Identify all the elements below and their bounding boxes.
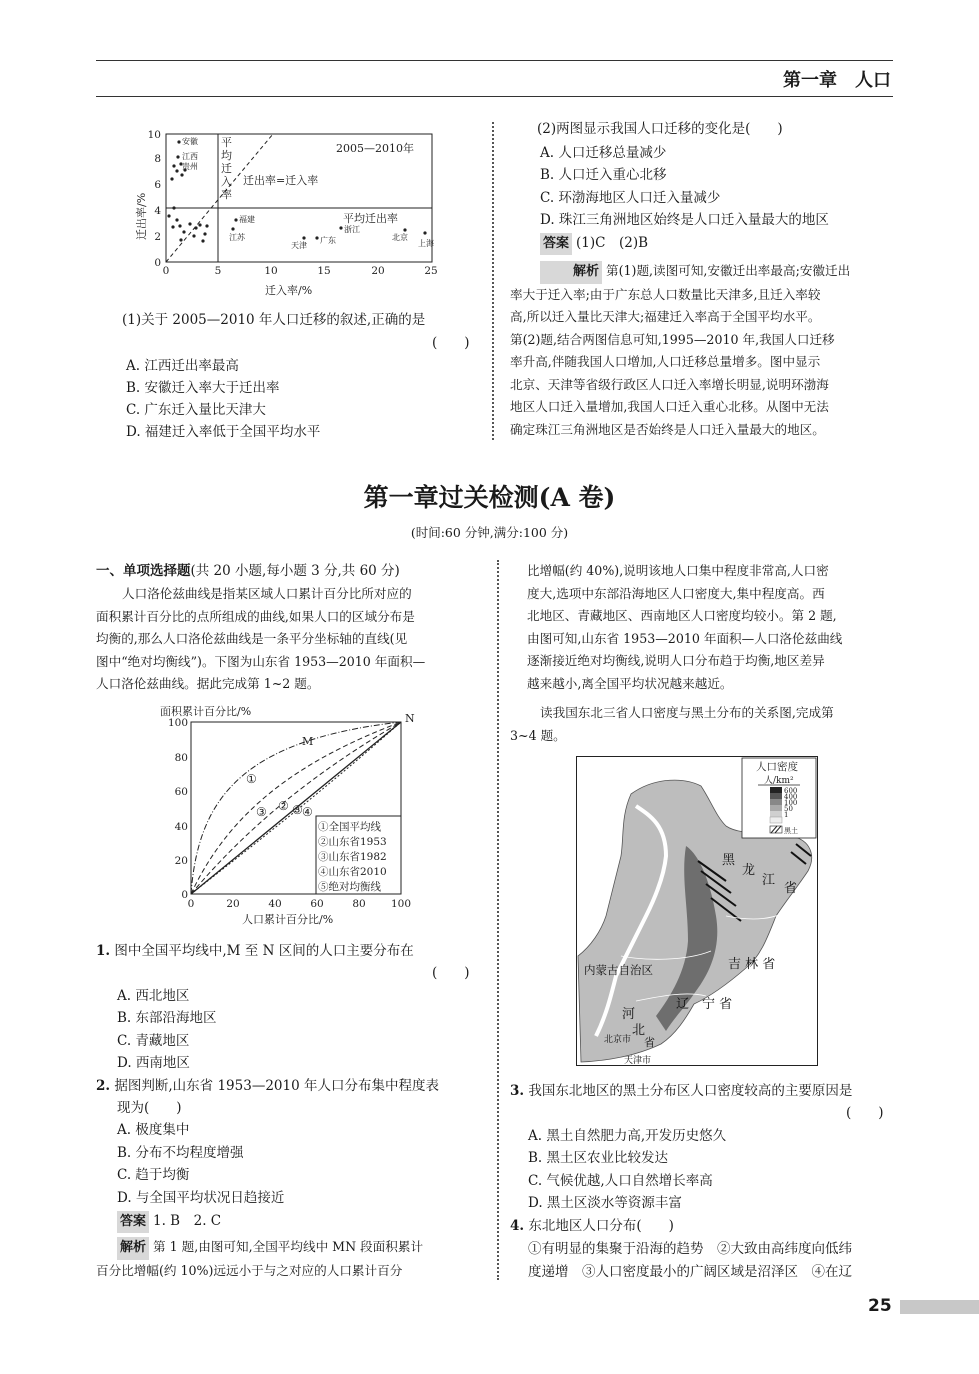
q3-option-d: D. 黑土区淡水等资源丰富 <box>528 1195 682 1211</box>
q3: 3. 我国东北地区的黑土分布区人口密度较高的主要原因是 <box>510 1083 853 1099</box>
q2-option-a: A. 极度集中 <box>117 1122 190 1138</box>
svg-text:⑤绝对均衡线: ⑤绝对均衡线 <box>318 881 381 893</box>
label-tianjin: 天津 <box>291 241 307 250</box>
svg-text:内蒙古自治区: 内蒙古自治区 <box>584 963 653 977</box>
point-n: N <box>405 712 415 725</box>
svg-text:80: 80 <box>174 752 188 764</box>
left-answer: 答案 1. B 2. C <box>117 1210 221 1233</box>
svg-text:黑土: 黑土 <box>784 827 798 835</box>
q3-option-c: C. 气候优越,人口自然增长率高 <box>528 1173 713 1189</box>
svg-text:1: 1 <box>784 811 789 819</box>
svg-text:6: 6 <box>154 179 161 191</box>
label-guangdong: 广东 <box>320 236 336 245</box>
lorenz-legend <box>316 816 401 894</box>
page-bar <box>900 1300 979 1314</box>
q3-paren: ( ) <box>846 1105 884 1121</box>
left-analysis: 解析 第 1 题,由图可知,全国平均线中 MN 段面积累计 百分比增幅(约 10%)远远小于与之对应的人口累计百分 <box>96 1239 424 1278</box>
top-q1-option-a: A. 江西迁出率最高 <box>126 358 239 374</box>
svg-text:0: 0 <box>162 265 170 277</box>
y-axis-label: 迁出率/% <box>135 192 148 240</box>
svg-text:60: 60 <box>310 898 324 910</box>
label-guizhou: 贵州 <box>182 162 198 171</box>
top-q2-option-b: B. 人口迁入重心北移 <box>540 167 667 183</box>
q2-stem-cont: 现为( ) <box>117 1100 182 1116</box>
top-answer <box>540 232 648 255</box>
chapter-title: 第一章 人口 <box>783 70 891 91</box>
q1-paren: ( ) <box>432 965 470 981</box>
intro-3-4: 读我国东北三省人口密度与黑土分布的关系图,完成第 3~4 题。 <box>510 705 834 743</box>
x-axis-label: 迁入率/% <box>265 284 313 297</box>
svg-text:4: 4 <box>154 205 161 217</box>
lorenz-curve-chart <box>150 700 430 928</box>
q3-option-a: A. 黑土自然肥力高,开发历史悠久 <box>528 1128 727 1144</box>
label-anhui: 安徽 <box>182 137 198 146</box>
diagonal-label: 迁出率=迁入率 <box>243 174 319 187</box>
q1-option-d: D. 西南地区 <box>117 1055 190 1071</box>
label-shanghai: 上海 <box>418 239 434 248</box>
label-jiangxi: 江西 <box>182 152 198 161</box>
top-q1-paren: ( ) <box>432 335 470 351</box>
northeast-china-map <box>576 756 818 1068</box>
column-divider-bottom <box>497 560 499 1280</box>
svg-text:北: 北 <box>632 1023 646 1038</box>
top-q2-stem: (2)两图显示我国人口迁移的变化是( ) <box>537 121 783 137</box>
top-q2-option-a: A. 人口迁移总量减少 <box>540 145 667 161</box>
svg-text:20: 20 <box>226 898 240 910</box>
svg-text:率: 率 <box>221 188 232 201</box>
label-fujian: 福建 <box>239 215 255 224</box>
svg-text:20: 20 <box>371 265 385 277</box>
answer-text: (1)C (2)B <box>576 235 649 251</box>
q4-line-1: ①有明显的集聚于沿海的趋势 ②大致由高纬度向低纬 <box>528 1241 852 1257</box>
top-q1-option-c: C. 广东迁入量比天津大 <box>126 402 266 418</box>
intro-paragraph: 人口洛伦兹曲线是指某区域人口累计百分比所对应的 面积累计百分比的点所组成的曲线,如果人口的区域分布是 均衡的,那么人口洛伦兹曲线是一条平分坐标轴的直线(见 图中“绝对均衡线”)。下图为山东省 1953—2010 年面积— 人口洛伦兹曲线。据此完成第 1~2 题。 <box>96 586 426 691</box>
svg-text:0: 0 <box>154 257 161 269</box>
top-analysis: 解析 第(1)题,读图可知,安徽迁出率最高;安徽迁出 率大于迁入率;由于广东总人口数量比天津多,且迁入率较 高,所以迁入量比天津大;福建迁入率高于全国平均水平。 第(2)题,结合两图信息可知,1995—2010 年,我国人口迁移 率升高,伴随我国人口增加,人口迁移总量增多。图中显示 北京、天津等省级行政区人口迁入率增长明显,说明环渤海 地区人口迁入量增加,我国人口迁入重心北移。从图中无法 确定珠江三角洲地区是否始终是人口迁入量最大的地区。 <box>510 263 851 437</box>
section-title: 第一章过关检测(A 卷) <box>363 483 616 512</box>
svg-text:人/km²: 人/km² <box>764 776 794 786</box>
lorenz-y-label: 面积累计百分比/% <box>160 705 252 718</box>
q1-option-c: C. 青藏地区 <box>117 1033 190 1049</box>
q1-option-b: B. 东部沿海地区 <box>117 1010 217 1026</box>
svg-text:20: 20 <box>174 855 188 867</box>
q4: 4. 东北地区人口分布( ) <box>510 1218 674 1234</box>
svg-text:40: 40 <box>174 821 188 833</box>
answer-tag: 答案 <box>540 233 572 255</box>
right-analysis-continued: 比增幅(约 40%),说明该地人口集中程度非常高,人口密 度大,选项中东部沿海地区人口密度大,集中程度高。西 北地区、青藏地区、西南地区人口密度均较小。第 2 题, 由图可知,山东省 1953—2010 年面积—人口洛伦兹曲线 逐渐接近绝对均衡线,说明人口分布趋于均衡,地区差异 越来越小,离全国平均状况越来越近。 <box>527 563 843 691</box>
q2-option-d: D. 与全国平均状况日趋接近 <box>117 1190 285 1206</box>
svg-text:③: ③ <box>256 805 267 819</box>
svg-text:江: 江 <box>762 873 776 888</box>
svg-text:400: 400 <box>784 793 798 801</box>
svg-text:①全国平均线: ①全国平均线 <box>318 821 381 833</box>
svg-text:人口密度: 人口密度 <box>756 761 798 773</box>
svg-text:60: 60 <box>174 786 188 798</box>
svg-text:100: 100 <box>167 717 188 729</box>
svg-text:河: 河 <box>622 1007 636 1022</box>
svg-text:10: 10 <box>147 129 161 141</box>
svg-text:40: 40 <box>268 898 282 910</box>
svg-text:②: ② <box>278 799 289 813</box>
part-note: (共 20 小题,每小题 3 分,共 60 分) <box>190 563 400 579</box>
svg-text:600: 600 <box>784 787 798 795</box>
q4-line-2: 度递增 ③人口密度最小的广阔区域是沼泽区 ④在辽 <box>528 1264 852 1280</box>
svg-text:③山东省1982: ③山东省1982 <box>318 851 387 863</box>
svg-text:均: 均 <box>221 149 232 162</box>
svg-text:⑤: ⑤ <box>292 803 303 817</box>
svg-text:0: 0 <box>187 898 195 910</box>
q1: 1. 图中全国平均线中,M 至 N 区间的人口主要分布在 <box>96 943 414 959</box>
svg-text:辽 宁 省: 辽 宁 省 <box>676 997 733 1012</box>
analysis-tag: 解析 <box>540 261 602 284</box>
q2-option-c: C. 趋于均衡 <box>117 1167 190 1183</box>
svg-text:①: ① <box>246 772 257 786</box>
section-subtitle: (时间:60 分钟,满分:100 分) <box>410 525 569 540</box>
svg-text:②山东省1953: ②山东省1953 <box>318 836 387 848</box>
label-zhejiang: 浙江 <box>344 225 360 234</box>
svg-text:0: 0 <box>181 889 188 901</box>
avg-out-label: 平均迁出率 <box>343 212 398 225</box>
part-title: 一、单项选择题 <box>96 563 191 579</box>
svg-text:100: 100 <box>784 799 798 807</box>
column-divider-top <box>492 122 494 440</box>
chart-period: 2005—2010年 <box>336 142 414 155</box>
migration-scatter-chart <box>128 126 448 298</box>
svg-text:15: 15 <box>317 265 331 277</box>
top-q1-option-b: B. 安徽迁入率大于迁出率 <box>126 380 280 396</box>
svg-text:5: 5 <box>214 265 222 277</box>
svg-text:龙: 龙 <box>742 863 756 878</box>
q2-option-b: B. 分布不均程度增强 <box>117 1145 244 1161</box>
top-q1-stem: (1)关于 2005—2010 年人口迁移的叙述,正确的是 <box>122 312 426 328</box>
label-jiangsu: 江苏 <box>229 233 245 242</box>
svg-text:吉 林 省: 吉 林 省 <box>728 957 776 972</box>
svg-text:省: 省 <box>784 881 798 896</box>
svg-text:平: 平 <box>221 136 232 149</box>
svg-text:迁: 迁 <box>221 162 232 175</box>
avg-in-label-vertical <box>221 136 232 201</box>
svg-text:80: 80 <box>352 898 366 910</box>
top-q2-option-d: D. 珠江三角洲地区始终是人口迁入量最大的地区 <box>540 212 829 228</box>
part-heading <box>96 560 400 582</box>
top-q1-option-d: D. 福建迁入率低于全国平均水平 <box>126 424 321 440</box>
label-beijing: 北京 <box>392 233 408 242</box>
q1-option-a: A. 西北地区 <box>117 988 190 1004</box>
svg-text:④山东省2010: ④山东省2010 <box>318 866 387 878</box>
svg-text:黑: 黑 <box>722 853 736 868</box>
svg-text:④: ④ <box>302 805 313 819</box>
svg-text:25: 25 <box>424 265 438 277</box>
header-rule-bottom <box>96 96 893 97</box>
svg-text:2: 2 <box>154 231 161 243</box>
point-m: M <box>302 735 314 748</box>
svg-text:50: 50 <box>784 805 793 813</box>
map-legend <box>742 758 816 838</box>
svg-text:100: 100 <box>390 898 412 910</box>
svg-text:北京市: 北京市 <box>604 1035 632 1045</box>
lorenz-x-label: 人口累计百分比/% <box>242 913 334 926</box>
top-q2-option-c: C. 环渤海地区人口迁入量减少 <box>540 190 721 206</box>
svg-text:10: 10 <box>264 265 278 277</box>
q2: 2. 据图判断,山东省 1953—2010 年人口分布集中程度表 <box>96 1078 439 1094</box>
svg-text:省: 省 <box>644 1036 655 1049</box>
svg-text:入: 入 <box>221 175 232 188</box>
page-number: 25 <box>868 1296 892 1316</box>
q3-option-b: B. 黑土区农业比较发达 <box>528 1150 669 1166</box>
scatter-points <box>167 140 426 242</box>
svg-text:8: 8 <box>154 153 161 165</box>
header-rule-top <box>96 60 893 61</box>
svg-text:天津市: 天津市 <box>624 1056 652 1066</box>
